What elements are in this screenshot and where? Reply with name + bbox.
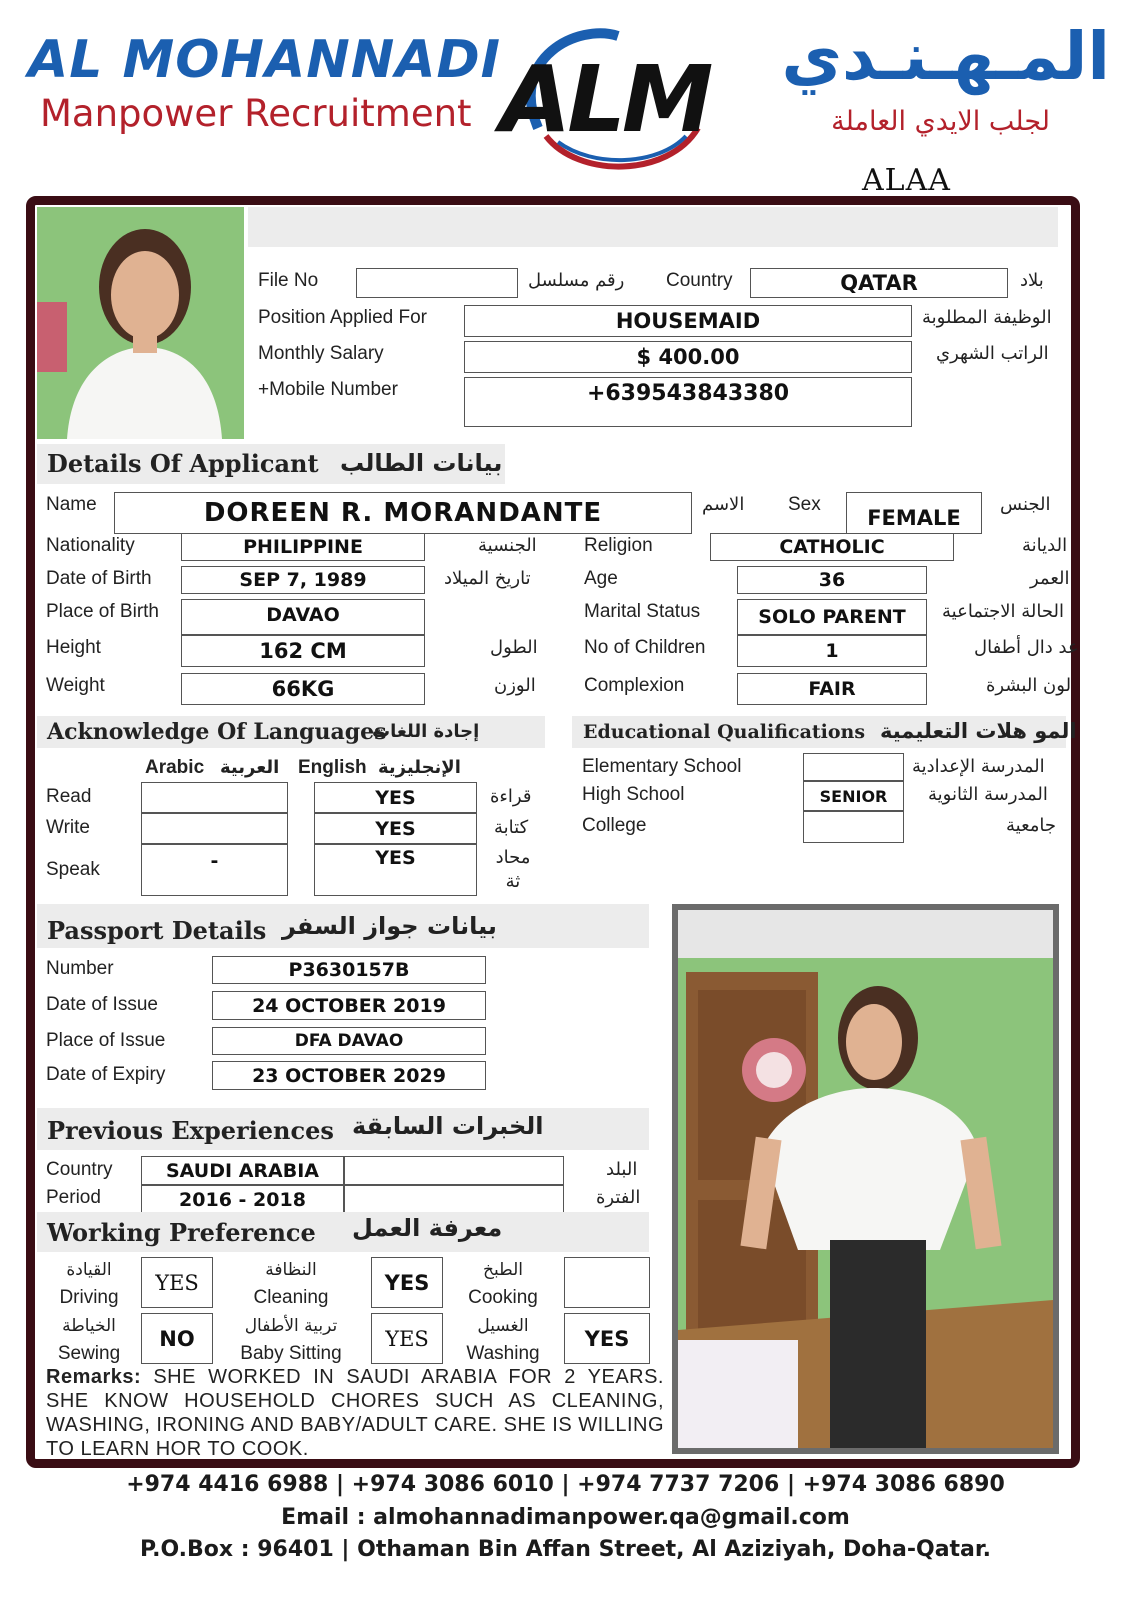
issue-date-label: Date of Issue xyxy=(46,994,158,1015)
read-label-ar: قراءة xyxy=(490,786,532,807)
file-no-field[interactable] xyxy=(356,268,518,298)
pref-driving-cell[interactable]: YES xyxy=(141,1257,213,1308)
english-col-header: English xyxy=(298,757,367,778)
pref-driving-label-en: Driving xyxy=(59,1287,119,1308)
arabic-col-header: Arabic xyxy=(145,757,205,778)
pref-washing-cell[interactable]: YES xyxy=(564,1313,650,1364)
pob-field[interactable]: DAVAO xyxy=(181,599,425,635)
passport-title-ar: بيانات جواز السفر xyxy=(282,912,497,940)
age-field[interactable]: 36 xyxy=(737,566,927,594)
speak-arabic-cell[interactable]: - xyxy=(141,844,288,896)
portrait-photo xyxy=(37,207,244,439)
footer-address: P.O.Box : 96401 | Othaman Bin Affan Street, Al Aziziyah, Doha-Qatar. xyxy=(140,1537,991,1562)
elementary-field[interactable] xyxy=(803,753,904,781)
name-label-ar: الاسم xyxy=(702,494,745,515)
exp-period-label-ar: الفترة xyxy=(596,1187,641,1208)
mobile-label: +Mobile Number xyxy=(258,379,398,400)
salary-label: Monthly Salary xyxy=(258,343,384,364)
nationality-label-ar: الجنسية xyxy=(478,535,537,556)
exp-country-field-2[interactable] xyxy=(344,1156,564,1185)
elementary-label-ar: المدرسة الإعدادية xyxy=(912,756,1045,777)
children-label: No of Children xyxy=(584,637,706,658)
experience-title-ar: الخبرات السابقة xyxy=(352,1112,544,1140)
country-label: Country xyxy=(666,270,733,291)
full-body-figure-icon xyxy=(678,910,1053,1448)
religion-label-ar: الديانة xyxy=(1022,535,1068,556)
issue-place-label: Place of Issue xyxy=(46,1030,166,1051)
age-label-ar: العمر xyxy=(1030,568,1070,589)
header-strip xyxy=(248,207,1058,247)
sex-label: Sex xyxy=(788,494,821,515)
remarks-block xyxy=(46,1365,664,1461)
age-label: Age xyxy=(584,568,618,589)
sex-label-ar: الجنس xyxy=(1000,494,1051,515)
exp-country-field[interactable]: SAUDI ARABIA xyxy=(141,1156,344,1185)
write-arabic-cell[interactable] xyxy=(141,813,288,844)
preference-title-ar: معرفة العمل xyxy=(352,1214,503,1242)
height-label-ar: الطول xyxy=(490,637,538,658)
read-english-cell[interactable]: YES xyxy=(314,782,477,813)
remarks-label: Remarks: xyxy=(46,1366,142,1388)
issue-date-field[interactable]: 24 OCTOBER 2019 xyxy=(212,991,486,1020)
pref-sewing-label-en: Sewing xyxy=(57,1343,121,1364)
highschool-label-ar: المدرسة الثانوية xyxy=(928,784,1048,805)
read-arabic-cell[interactable] xyxy=(141,782,288,813)
pref-cleaning-label-ar: النظافة xyxy=(265,1260,317,1280)
company-logo-block xyxy=(28,30,501,140)
alm-logo xyxy=(498,18,723,173)
name-label: Name xyxy=(46,494,97,515)
pref-cooking-cell[interactable] xyxy=(564,1257,650,1308)
pref-washing-label-en: Washing xyxy=(466,1343,540,1364)
speak-label-ar: محاد ثة xyxy=(495,847,531,892)
weight-label-ar: الوزن xyxy=(494,675,536,696)
write-label-ar: كتابة xyxy=(494,817,529,838)
speak-label: Speak xyxy=(46,859,100,880)
religion-field[interactable]: CATHOLIC xyxy=(710,533,954,561)
arabic-brand-block xyxy=(730,18,1110,158)
pref-driving-label-ar: القيادة xyxy=(66,1260,112,1280)
salary-label-ar: الراتب الشهري xyxy=(936,343,1049,364)
file-no-label-ar: رقم مسلسل xyxy=(528,270,625,291)
alm-logo-text: ALM xyxy=(500,46,710,153)
portrait-figure-icon xyxy=(37,207,244,439)
position-label-ar: الوظيفة المطلوبة xyxy=(922,307,1052,328)
exp-period-label: Period xyxy=(46,1187,101,1208)
weight-field[interactable]: 66KG xyxy=(181,673,425,705)
complexion-field[interactable]: FAIR xyxy=(737,673,927,705)
english-col-header-ar: الإنجليزية xyxy=(378,757,461,778)
passport-number-label: Number xyxy=(46,958,114,979)
education-title: Educational Qualifications xyxy=(583,721,866,743)
pref-sewing-label xyxy=(24,1313,154,1367)
company-name: AL MOHANNADI xyxy=(28,30,501,90)
pref-driving-label xyxy=(24,1257,154,1311)
pref-sewing-label-ar: الخياطة xyxy=(62,1316,116,1336)
read-label: Read xyxy=(46,786,92,807)
write-english-cell[interactable]: YES xyxy=(314,813,477,844)
company-subtitle: Manpower Recruitment xyxy=(40,92,472,135)
dob-field[interactable]: SEP 7, 1989 xyxy=(181,566,425,594)
passport-title: Passport Details xyxy=(47,916,267,945)
education-title-ar: المو هلات التعليمية xyxy=(880,719,1077,743)
college-label: College xyxy=(582,815,647,836)
nationality-label: Nationality xyxy=(46,535,135,556)
file-no-label: File No xyxy=(258,270,319,291)
full-body-photo xyxy=(672,904,1059,1454)
passport-number-field[interactable]: P3630157B xyxy=(212,956,486,984)
country-label-ar: بلاد xyxy=(1020,270,1044,291)
salary-field[interactable]: $ 400.00 xyxy=(464,341,912,373)
children-label-ar: عد دال أطفال xyxy=(974,637,1079,658)
pref-washing-label xyxy=(438,1313,568,1367)
pref-babysitting-label-en: Baby Sitting xyxy=(240,1343,342,1364)
dob-label-ar: تاريخ الميلاد xyxy=(444,568,531,589)
pref-babysitting-label-ar: تربية الأطفال xyxy=(244,1316,338,1336)
mobile-field[interactable]: +639543843380 xyxy=(464,377,912,427)
nationality-field[interactable]: PHILIPPINE xyxy=(181,533,425,561)
expiry-label: Date of Expiry xyxy=(46,1064,166,1085)
marital-label-ar: الحالة الاجتماعية xyxy=(942,601,1064,622)
details-title: Details Of Applicant xyxy=(47,449,319,478)
preference-title: Working Preference xyxy=(47,1218,316,1247)
pob-label: Place of Birth xyxy=(46,601,159,622)
experience-title: Previous Experiences xyxy=(47,1116,334,1145)
arabic-company-name: المـهـنـدي xyxy=(781,18,1110,95)
speak-english-cell[interactable]: YES xyxy=(314,844,477,896)
height-field[interactable]: 162 CM xyxy=(181,635,425,667)
pref-washing-label-ar: الغسيل xyxy=(477,1316,529,1336)
expiry-field[interactable]: 23 OCTOBER 2029 xyxy=(212,1061,486,1090)
details-title-ar: بيانات الطالب xyxy=(340,449,503,477)
complexion-label: Complexion xyxy=(584,675,685,696)
exp-country-label: Country xyxy=(46,1159,113,1180)
college-field[interactable] xyxy=(803,811,904,843)
college-label-ar: جامعية xyxy=(1006,815,1057,836)
pref-cooking-label xyxy=(438,1257,568,1311)
languages-title-ar: إجادة اللغات xyxy=(372,721,480,742)
pref-cleaning-cell[interactable]: YES xyxy=(371,1257,443,1308)
pref-cleaning-label-en: Cleaning xyxy=(253,1287,329,1308)
pref-cooking-label-en: Cooking xyxy=(468,1287,538,1308)
sex-field[interactable]: FEMALE xyxy=(846,492,982,534)
pref-cooking-label-ar: الطبخ xyxy=(483,1260,523,1280)
highschool-label: High School xyxy=(582,784,685,805)
pref-cleaning-label xyxy=(226,1257,356,1311)
children-field[interactable]: 1 xyxy=(737,635,927,667)
pref-babysitting-label xyxy=(226,1313,356,1367)
exp-country-label-ar: البلد xyxy=(606,1159,638,1180)
pref-babysitting-cell[interactable]: YES xyxy=(371,1313,443,1364)
position-label: Position Applied For xyxy=(258,307,427,328)
height-label: Height xyxy=(46,637,101,658)
issue-place-field[interactable]: DFA DAVAO xyxy=(212,1027,486,1055)
marital-label: Marital Status xyxy=(584,601,701,622)
footer-phones: +974 4416 6988 | +974 3086 6010 | +974 7737 7206 | +974 3086 6890 xyxy=(126,1472,1005,1497)
write-label: Write xyxy=(46,817,90,838)
highschool-field[interactable]: SENIOR xyxy=(803,781,904,811)
languages-title: Acknowledge Of Languages xyxy=(47,719,387,745)
applicant-tag: ALAA xyxy=(862,163,951,198)
footer-email[interactable]: Email : almohannadimanpower.qa@gmail.com xyxy=(281,1505,850,1530)
religion-label: Religion xyxy=(584,535,653,556)
marital-field[interactable]: SOLO PARENT xyxy=(737,599,927,635)
pref-sewing-cell[interactable]: NO xyxy=(141,1313,213,1364)
dob-label: Date of Birth xyxy=(46,568,152,589)
exp-period-field-2[interactable] xyxy=(344,1185,564,1214)
name-field[interactable]: DOREEN R. MORANDANTE xyxy=(114,492,692,534)
arabic-col-header-ar: العربية xyxy=(220,757,280,778)
country-field[interactable]: QATAR xyxy=(750,268,1008,298)
position-field[interactable]: HOUSEMAID xyxy=(464,305,912,337)
remarks-text: SHE WORKED IN SAUDI ARABIA FOR 2 YEARS. SHE KNOW HOUSEHOLD CHORES SUCH AS CLEANING, WASHING, IRONING AND BABY/ADULT CARE. SHE IS WILLING TO LEARN HOR TO COOK. xyxy=(46,1366,664,1460)
elementary-label: Elementary School xyxy=(582,756,742,777)
arabic-company-subtitle: لجلب الايدي العاملة xyxy=(831,106,1050,137)
exp-period-field[interactable]: 2016 - 2018 xyxy=(141,1185,344,1214)
complexion-label-ar: لون البشرة xyxy=(986,675,1072,696)
weight-label: Weight xyxy=(46,675,105,696)
